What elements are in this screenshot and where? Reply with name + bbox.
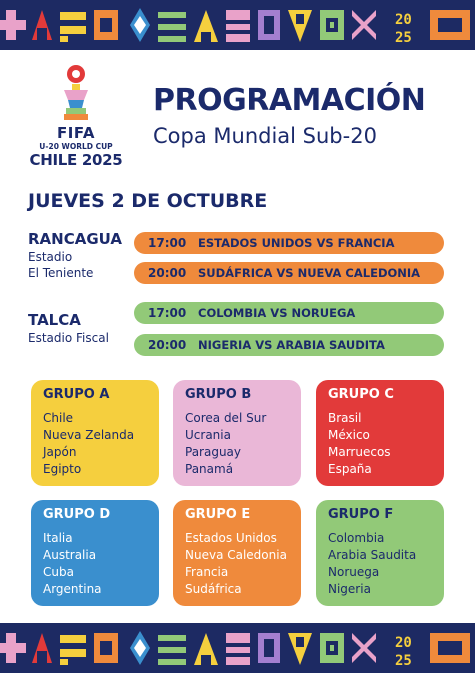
match-time: 17:00 (148, 306, 187, 320)
group-team: Nueva Caledonia (185, 548, 287, 562)
group-name: GRUPO A (43, 387, 110, 402)
pattern-graphic (0, 0, 475, 50)
venue-city-talca: TALCA (28, 311, 81, 329)
group-card-e (173, 500, 301, 606)
group-team: Francia (185, 565, 229, 579)
group-name: GRUPO E (185, 507, 251, 522)
group-team: Chile (43, 411, 74, 425)
group-team: Nigeria (328, 582, 371, 596)
match-teams: NIGERIA VS ARABIA SAUDITA (198, 338, 385, 352)
group-team: Brasil (328, 411, 362, 425)
group-team: Egipto (43, 462, 82, 476)
group-name: GRUPO C (328, 387, 394, 402)
group-team: Noruega (328, 565, 380, 579)
group-team: Argentina (43, 582, 102, 596)
group-team: Estados Unidos (185, 531, 277, 545)
group-team: Cuba (43, 565, 74, 579)
group-name: GRUPO B (185, 387, 252, 402)
group-name: GRUPO D (43, 507, 111, 522)
group-team: Arabia Saudita (328, 548, 417, 562)
match-teams: COLOMBIA VS NORUEGA (198, 306, 356, 320)
group-team: Colombia (328, 531, 385, 545)
bottom-decorative-band (0, 623, 475, 673)
group-team: Italia (43, 531, 73, 545)
group-team: Corea del Sur (185, 411, 267, 425)
group-name: GRUPO F (328, 507, 394, 522)
venue-stadium-line1: Estadio Fiscal (28, 331, 109, 345)
group-team: Panamá (185, 462, 234, 476)
top-decorative-band (0, 0, 475, 50)
logo-host: CHILE 2025 (29, 151, 123, 169)
group-card-a (31, 380, 159, 486)
fifa-u20-logo (22, 62, 130, 170)
match-row (134, 334, 444, 356)
group-team: Ucrania (185, 428, 231, 442)
group-card-b (173, 380, 301, 486)
venue-stadium-line1: Estadio (28, 250, 73, 264)
match-row (134, 232, 444, 254)
logo-tournament: U-20 WORLD CUP (39, 142, 113, 151)
venue-city-rancagua: RANCAGUA (28, 230, 122, 248)
svg-text:20: 20 (395, 12, 412, 28)
group-team: Australia (43, 548, 97, 562)
group-team: Japón (43, 445, 77, 459)
group-team: Paraguay (185, 445, 242, 459)
svg-text:25: 25 (395, 653, 412, 669)
trophy-icon (22, 62, 130, 124)
group-team: Sudáfrica (185, 582, 242, 596)
day-heading: JUEVES 2 DE OCTUBRE (28, 190, 268, 212)
svg-text:25: 25 (395, 30, 412, 46)
match-time: 17:00 (148, 236, 187, 250)
match-time: 20:00 (148, 266, 187, 280)
group-card-f (316, 500, 444, 606)
svg-text:20: 20 (395, 635, 412, 651)
group-team: Marruecos (328, 445, 391, 459)
group-team: Nueva Zelanda (43, 428, 135, 442)
group-team: México (328, 428, 370, 442)
match-teams: ESTADOS UNIDOS VS FRANCIA (198, 236, 395, 250)
group-card-d (31, 500, 159, 606)
page-title: PROGRAMACIÓN (153, 83, 426, 118)
match-time: 20:00 (148, 338, 187, 352)
match-row (134, 262, 444, 284)
match-teams: SUDÁFRICA VS NUEVA CALEDONIA (198, 266, 421, 280)
page-subtitle: Copa Mundial Sub-20 (153, 124, 377, 148)
venue-stadium-line2: El Teniente (28, 266, 94, 280)
pattern-graphic (0, 623, 475, 673)
match-row (134, 302, 444, 324)
group-team: España (328, 462, 372, 476)
logo-brand: FIFA (57, 124, 95, 142)
group-card-c (316, 380, 444, 486)
